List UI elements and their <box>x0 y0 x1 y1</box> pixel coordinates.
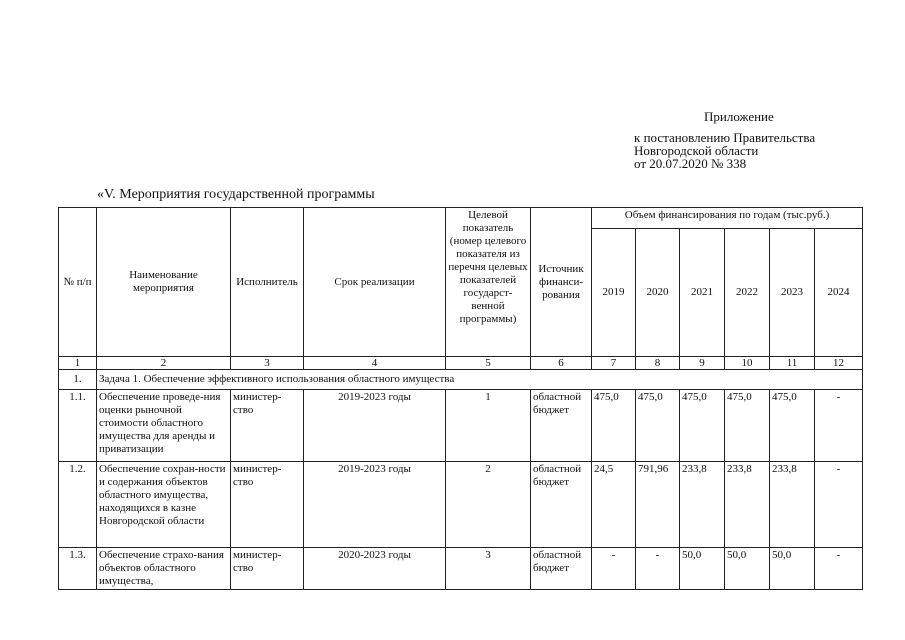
row-value: 233,8 <box>725 462 770 548</box>
appendix-date: от 20.07.2020 № 338 <box>634 156 747 171</box>
appendix-line: Новгородской области <box>634 143 759 158</box>
row-value: 24,5 <box>592 462 636 548</box>
header-year: 2019 <box>592 229 636 357</box>
row-value: - <box>815 390 863 462</box>
row-num: 1.1. <box>59 390 97 462</box>
header-year: 2022 <box>725 229 770 357</box>
task-num: 1. <box>59 370 97 390</box>
task-text: Задача 1. Обеспечение эффективного использования областного имущества <box>97 370 863 390</box>
row-source: областной бюджет <box>531 390 592 462</box>
row-source: областной бюджет <box>531 462 592 548</box>
table-row <box>59 548 863 590</box>
header-target: Целевой показатель (номер целевого показателя из перечня целевых показателей государст-венной программы) <box>446 208 531 357</box>
row-value: 50,0 <box>770 548 815 590</box>
row-target: 3 <box>446 548 531 590</box>
column-number: 4 <box>304 357 446 370</box>
column-number: 11 <box>770 357 815 370</box>
header-name: Наименование мероприятия <box>97 208 231 357</box>
column-number: 7 <box>592 357 636 370</box>
header-year: 2023 <box>770 229 815 357</box>
appendix-line: к постановлению Правительства <box>634 130 816 145</box>
column-number: 2 <box>97 357 231 370</box>
row-value: 475,0 <box>680 390 725 462</box>
column-number: 5 <box>446 357 531 370</box>
column-number: 6 <box>531 357 592 370</box>
row-value: 475,0 <box>770 390 815 462</box>
row-executor: министер-ство <box>231 390 304 462</box>
header-year: 2021 <box>680 229 725 357</box>
header-source: Источник финанси-рования <box>531 208 592 357</box>
column-number: 9 <box>680 357 725 370</box>
row-value: - <box>636 548 680 590</box>
header-financing: Объем финансирования по годам (тыс.руб.) <box>592 208 863 229</box>
header-executor: Исполнитель <box>231 208 304 357</box>
table-row <box>59 390 863 462</box>
row-num: 1.2. <box>59 462 97 548</box>
row-name: Обеспечение страхо-вания объектов областного имущества, <box>97 548 231 590</box>
row-value: 475,0 <box>636 390 680 462</box>
task-row <box>59 370 863 390</box>
row-period: 2019-2023 годы <box>304 462 446 548</box>
row-value: 475,0 <box>592 390 636 462</box>
row-value: 50,0 <box>725 548 770 590</box>
row-target: 1 <box>446 390 531 462</box>
row-name: Обеспечение сохран-ности и содержания объектов областного имущества, находящихся в казне Новгородской области <box>97 462 231 548</box>
row-value: 50,0 <box>680 548 725 590</box>
section-title: «V. Мероприятия государственной программы <box>97 187 375 202</box>
column-number: 3 <box>231 357 304 370</box>
table-row <box>59 462 863 548</box>
row-value: - <box>815 548 863 590</box>
header-num: № п/п <box>59 208 97 357</box>
row-name: Обеспечение проведе-ния оценки рыночной стоимости областного имущества для аренды и приватизации <box>97 390 231 462</box>
row-period: 2019-2023 годы <box>304 390 446 462</box>
program-measures-table <box>58 207 863 590</box>
appendix-block <box>634 110 815 170</box>
column-number: 12 <box>815 357 863 370</box>
row-executor: министер-ство <box>231 548 304 590</box>
row-executor: министер-ство <box>231 462 304 548</box>
row-value: - <box>815 462 863 548</box>
row-value: 791,96 <box>636 462 680 548</box>
header-year: 2024 <box>815 229 863 357</box>
row-value: 475,0 <box>725 390 770 462</box>
header-period: Срок реализации <box>304 208 446 357</box>
row-num: 1.3. <box>59 548 97 590</box>
column-number: 10 <box>725 357 770 370</box>
row-value: 233,8 <box>680 462 725 548</box>
row-period: 2020-2023 годы <box>304 548 446 590</box>
column-number-row <box>59 357 863 370</box>
row-target: 2 <box>446 462 531 548</box>
row-source: областной бюджет <box>531 548 592 590</box>
column-number: 1 <box>59 357 97 370</box>
header-year: 2020 <box>636 229 680 357</box>
row-value: - <box>592 548 636 590</box>
column-number: 8 <box>636 357 680 370</box>
appendix-title: Приложение <box>704 109 774 124</box>
row-value: 233,8 <box>770 462 815 548</box>
